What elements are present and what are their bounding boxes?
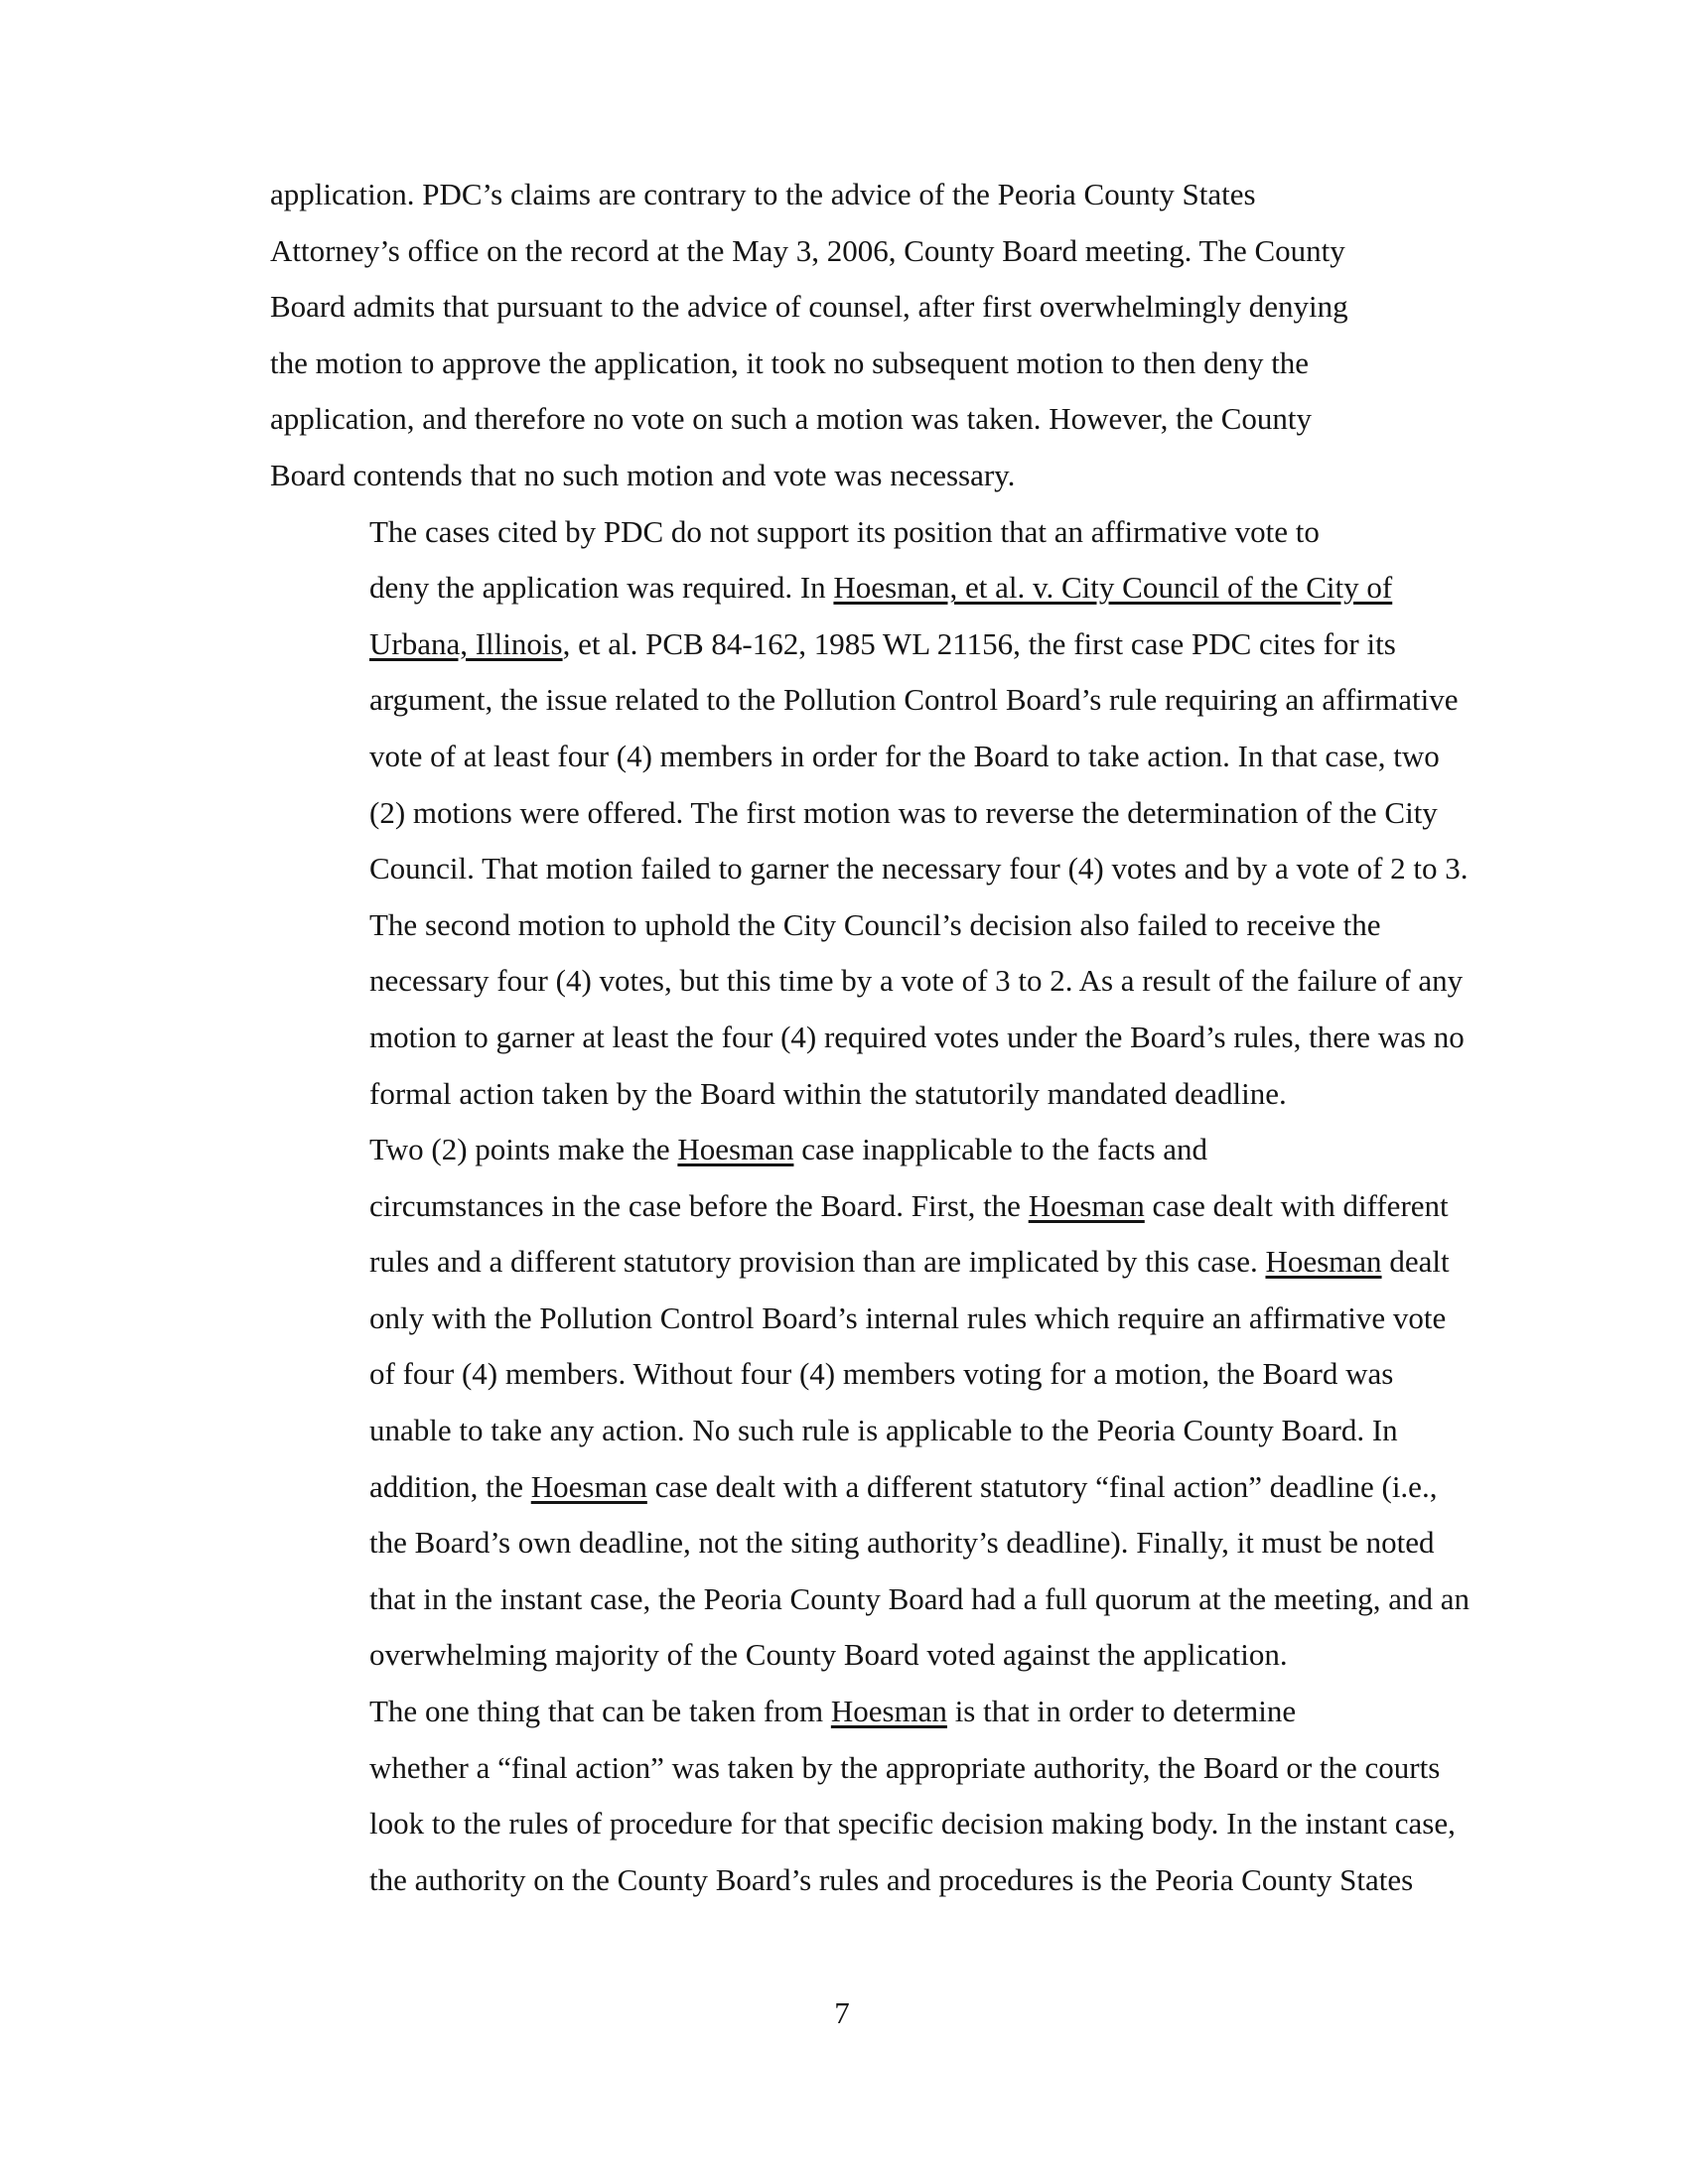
text-run: of four (4) members. Without four (4) members voting for a motion, the Board was (369, 1356, 1394, 1392)
text-run: rules and a different statutory provision than are implicated by this case. (369, 1244, 1266, 1280)
text-run: whether a “final action” was taken by the appropriate authority, the Board or the courts (369, 1749, 1441, 1785)
text-run: The second motion to uphold the City Council’s decision also failed to receive the (369, 906, 1381, 942)
text-line (270, 1571, 1470, 1628)
case-citation: Hoesman, et al. v. City Council of the City of (833, 570, 1393, 606)
body-text (270, 167, 1470, 1908)
case-citation: Hoesman (830, 1694, 947, 1729)
text-line (270, 1459, 1462, 1516)
paragraph (270, 167, 1462, 504)
paragraph (270, 504, 1469, 1123)
text-run: deny the application was required. In (369, 570, 834, 606)
text-line (270, 560, 1462, 616)
text-line (270, 1066, 1462, 1123)
text-line (270, 953, 1462, 1010)
case-citation: Urbana, Illinois (369, 625, 563, 661)
text-run: the motion to approve the application, it took no subsequent motion to then deny the (270, 344, 1310, 380)
text-line (270, 616, 1462, 673)
text-run: case dealt with different (1144, 1187, 1449, 1223)
text-run: The one thing that can be taken from (369, 1694, 831, 1729)
text-run: is that in order to determine (946, 1694, 1297, 1729)
text-line (270, 672, 1462, 729)
case-citation: Hoesman (1028, 1187, 1145, 1223)
text-line (270, 1627, 1462, 1684)
text-line (270, 1852, 1462, 1909)
text-run: the authority on the County Board’s rules and procedures is the Peoria County States (369, 1861, 1414, 1897)
text-line (270, 336, 1462, 392)
text-line (270, 1346, 1462, 1403)
text-run: Council. That motion failed to garner the necessary four (4) votes and by a vote of 2 to 3. (369, 851, 1469, 887)
text-line (270, 1122, 1462, 1178)
text-run: that in the instant case, the Peoria County Board had a full quorum at the meeting, and an (369, 1580, 1470, 1616)
text-line (270, 504, 1462, 561)
text-run: Attorney’s office on the record at the May 3, 2006, County Board meeting. The County (270, 232, 1345, 268)
page-number: 7 (834, 1995, 850, 2030)
text-line (270, 167, 1462, 223)
text-run: overwhelming majority of the County Board voted against the application. (369, 1637, 1288, 1673)
case-citation: Hoesman (1265, 1244, 1382, 1280)
text-run: only with the Pollution Control Board’s internal rules which require an affirmative vote (369, 1299, 1447, 1335)
text-run: argument, the issue related to the Pollution Control Board’s rule requiring an affirmative (369, 682, 1459, 718)
text-line (270, 729, 1462, 785)
text-run: circumstances in the case before the Board. First, the (369, 1187, 1029, 1223)
text-line (270, 279, 1462, 336)
paragraph (270, 1122, 1470, 1684)
paragraph (270, 1684, 1462, 1908)
text-line (270, 841, 1469, 897)
text-line (270, 1178, 1462, 1235)
text-line (270, 448, 1462, 504)
text-run: vote of at least four (4) members in order for the Board to take action. In that case, two (369, 738, 1440, 773)
text-run: unable to take any action. No such rule is applicable to the Peoria County Board. In (369, 1413, 1398, 1448)
text-line (270, 1291, 1462, 1347)
text-run: dealt (1381, 1244, 1450, 1280)
text-run: motion to garner at least the four (4) required votes under the Board’s rules, there was no (369, 1019, 1465, 1054)
text-line (270, 1740, 1462, 1797)
text-run: Two (2) points make the (369, 1132, 678, 1167)
text-line (270, 391, 1462, 448)
text-run: case inapplicable to the facts and (793, 1132, 1208, 1167)
text-run: , et al. PCB 84-162, 1985 WL 21156, the first case PDC cites for its (562, 625, 1396, 661)
text-run: application, and therefore no vote on such a motion was taken. However, the County (270, 401, 1313, 437)
text-line (270, 897, 1462, 954)
text-run: (2) motions were offered. The first motion was to reverse the determination of the City (369, 794, 1438, 830)
text-run: application. PDC’s claims are contrary to the advice of the Peoria County States (270, 177, 1256, 211)
text-line (270, 1515, 1462, 1571)
text-run: formal action taken by the Board within the statutorily mandated deadline. (369, 1075, 1287, 1111)
text-line (270, 1403, 1462, 1459)
text-run: case dealt with a different statutory “final action” deadline (i.e., (646, 1468, 1438, 1504)
text-run: addition, the (369, 1468, 531, 1504)
text-run: Board contends that no such motion and vote was necessary. (270, 457, 1016, 492)
case-citation: Hoesman (677, 1132, 794, 1167)
text-run: The cases cited by PDC do not support its position that an affirmative vote to (369, 513, 1320, 549)
case-citation: Hoesman (530, 1468, 647, 1504)
text-run: the Board’s own deadline, not the siting authority’s deadline). Finally, it must be noted (369, 1525, 1435, 1561)
text-line (270, 223, 1462, 280)
text-line (270, 785, 1462, 842)
text-line (270, 1234, 1462, 1291)
text-run: necessary four (4) votes, but this time by a vote of 3 to 2. As a result of the failure of any (369, 963, 1464, 999)
text-run: Board admits that pursuant to the advice of counsel, after first overwhelmingly denying (270, 289, 1348, 325)
text-line (270, 1684, 1462, 1740)
text-line (270, 1010, 1465, 1066)
text-line (270, 1796, 1462, 1852)
text-run: look to the rules of procedure for that specific decision making body. In the instant case, (369, 1806, 1456, 1842)
